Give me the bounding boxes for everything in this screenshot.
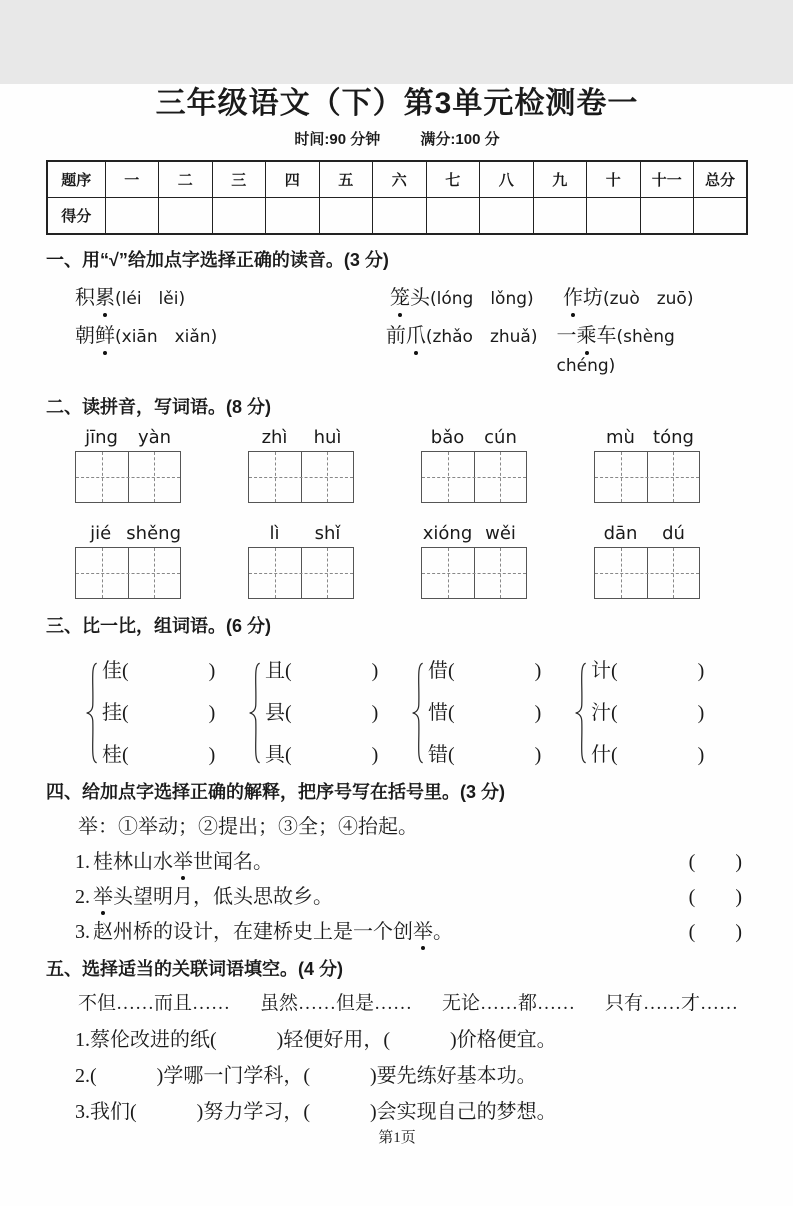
pronunciation-item: 前爪(zhǎo zhuǎ) xyxy=(386,322,557,381)
score-blank-cell xyxy=(266,198,320,235)
compare-group xyxy=(574,648,737,778)
grid-cell xyxy=(249,452,302,502)
dotted-char: 乘 xyxy=(577,322,597,350)
pinyin-options: (shèng chéng) xyxy=(556,327,692,376)
score-blank-cell xyxy=(640,198,694,235)
dotted-char: 举 xyxy=(413,921,433,943)
blank-paren: ( ) xyxy=(448,702,542,724)
compare-groups-row xyxy=(46,648,748,778)
section-three-heading: 三、比一比，组词语。(6 分) xyxy=(46,616,271,636)
dotted-char: 累 xyxy=(95,284,115,312)
score-blank-cell xyxy=(694,198,748,235)
blank-paren: ( ) xyxy=(285,744,379,766)
item-number: 3. xyxy=(75,921,90,943)
pinyin-label: dān dú xyxy=(603,523,685,544)
compare-line: 借( ) xyxy=(428,660,542,682)
compare-line: 挂( ) xyxy=(102,702,216,724)
pronunciation-item: 积累(léi lěi) xyxy=(75,284,390,314)
pinyin-label: jīng yàn xyxy=(85,427,172,448)
answer-paren: ( ) xyxy=(688,851,742,873)
pinyin-word-box xyxy=(594,523,700,599)
conjunction-option: 虽然……但是…… xyxy=(259,993,412,1014)
grid-cell xyxy=(648,452,700,502)
question-number-cell: 十 xyxy=(587,161,641,198)
grid-cell xyxy=(249,548,302,598)
section-four-heading: 四、给加点字选择正确的解释，把序号写在括号里。(3 分) xyxy=(46,782,505,802)
pinyin-options: (xiān xiǎn) xyxy=(115,327,218,347)
grid-cell xyxy=(422,548,475,598)
section-two-heading: 二、读拼音，写词语。(8 分) xyxy=(46,397,271,417)
blank-paren: ( ) xyxy=(122,660,216,682)
pinyin-label: mù tóng xyxy=(606,427,694,448)
fill-blank-sentence: 3.我们( )努力学习，( )会实现自己的梦想。 xyxy=(75,1101,557,1123)
pinyin-word-box xyxy=(248,427,354,503)
question-number-cell: 一 xyxy=(105,161,159,198)
pinyin-label: bǎo cún xyxy=(430,427,517,448)
writing-grid xyxy=(248,451,354,503)
grid-cell xyxy=(129,548,181,598)
compare-group xyxy=(85,648,248,778)
conjunction-option: 不但……而且…… xyxy=(78,993,231,1014)
table-row xyxy=(47,161,747,198)
full-score: 满分:100 分 xyxy=(420,131,500,148)
score-blank-cell xyxy=(105,198,159,235)
blank-paren: ( ) xyxy=(122,744,216,766)
question-number-cell: 七 xyxy=(426,161,480,198)
question-number-cell: 八 xyxy=(480,161,534,198)
writing-grid xyxy=(594,547,700,599)
conjunction-option: 只有……才…… xyxy=(604,993,738,1014)
compare-group xyxy=(248,648,411,778)
pronunciation-item: 一乘车(shèng chéng) xyxy=(557,322,749,381)
item-number: 2. xyxy=(75,886,90,908)
blank-paren: ( ) xyxy=(122,702,216,724)
section-five-heading: 五、选择适当的关联词语填空。(4 分) xyxy=(46,959,343,979)
paper-subtitle xyxy=(46,129,748,150)
grid-cell xyxy=(595,452,648,502)
question-number-cell: 四 xyxy=(266,161,320,198)
question-number-cell: 九 xyxy=(533,161,587,198)
writing-grid xyxy=(75,547,181,599)
blank-paren: ( ) xyxy=(611,702,705,724)
blank-paren: ( ) xyxy=(448,744,542,766)
writing-grid xyxy=(421,451,527,503)
pinyin-options: (léi lěi) xyxy=(115,289,186,309)
score-blank-cell xyxy=(480,198,534,235)
brace-icon xyxy=(411,648,425,778)
question-number-cell: 十一 xyxy=(640,161,694,198)
pinyin-word-box xyxy=(75,427,181,503)
pinyin-options: (zuò zuō) xyxy=(603,289,694,309)
grid-cell xyxy=(648,548,700,598)
score-blank-cell xyxy=(159,198,213,235)
dotted-char: 举 xyxy=(93,886,113,908)
brace-icon xyxy=(574,648,588,778)
writing-grid xyxy=(75,451,181,503)
pinyin-word-box xyxy=(421,523,527,599)
pinyin-word-box xyxy=(248,523,354,599)
score-blank-cell xyxy=(587,198,641,235)
blank-paren: ( ) xyxy=(285,702,379,724)
pinyin-label: xióng wěi xyxy=(422,523,516,544)
pinyin-label: lì shǐ xyxy=(269,523,341,544)
pinyin-options: (zhǎo zhuǎ) xyxy=(425,327,538,347)
compare-line: 具( ) xyxy=(265,744,379,766)
blank-paren: ( ) xyxy=(611,744,705,766)
pronunciation-item: 朝鲜(xiān xiǎn) xyxy=(75,322,386,381)
score-table-header-cell: 题序 xyxy=(47,161,105,198)
time-limit: 时间:90 分钟 xyxy=(294,131,381,148)
pinyin-label: zhì huì xyxy=(261,427,342,448)
score-blank-cell xyxy=(533,198,587,235)
question-number-cell: 二 xyxy=(159,161,213,198)
compare-line: 汁( ) xyxy=(591,702,705,724)
compare-line: 计( ) xyxy=(591,660,705,682)
page-number: 第1页 xyxy=(378,1130,416,1146)
pronunciation-item: 作坊(zuò zuō) xyxy=(563,284,693,314)
question-number-cell: 六 xyxy=(373,161,427,198)
dotted-char: 鲜 xyxy=(95,322,115,350)
score-blank-cell xyxy=(319,198,373,235)
writing-grid xyxy=(421,547,527,599)
blank-paren: ( ) xyxy=(285,660,379,682)
pronunciation-row xyxy=(46,322,748,381)
answer-paren: ( ) xyxy=(688,886,742,908)
dotted-char: 笼 xyxy=(390,284,410,312)
test-paper-page xyxy=(0,84,793,1206)
grid-cell xyxy=(422,452,475,502)
compare-group xyxy=(411,648,574,778)
grid-cell xyxy=(475,452,527,502)
compare-line: 惜( ) xyxy=(428,702,542,724)
pronunciation-item: 笼头(lóng lǒng) xyxy=(390,284,563,314)
grid-cell xyxy=(475,548,527,598)
brace-icon xyxy=(85,648,99,778)
compare-line: 且( ) xyxy=(265,660,379,682)
brace-icon xyxy=(248,648,262,778)
dotted-char: 作 xyxy=(563,284,583,312)
conjunction-options xyxy=(46,991,748,1017)
question-number-cell: 五 xyxy=(319,161,373,198)
score-blank-cell xyxy=(426,198,480,235)
definition-line: 举：①举动；②提出；③全；④抬起。 xyxy=(78,816,418,838)
dotted-char: 举 xyxy=(173,851,193,873)
compare-line: 什( ) xyxy=(591,744,705,766)
conjunction-option: 无论……都…… xyxy=(441,993,575,1014)
compare-line: 佳( ) xyxy=(102,660,216,682)
item-number: 1. xyxy=(75,851,90,873)
paper-title: 三年级语文（下）第3单元检测卷一 xyxy=(155,87,639,120)
score-row-label: 得分 xyxy=(47,198,105,235)
grid-cell xyxy=(302,452,354,502)
pinyin-word-box xyxy=(75,523,181,599)
compare-line: 县( ) xyxy=(265,702,379,724)
score-blank-cell xyxy=(373,198,427,235)
compare-line: 错( ) xyxy=(428,744,542,766)
pinyin-box-row xyxy=(46,523,748,599)
score-blank-cell xyxy=(212,198,266,235)
grid-cell xyxy=(129,452,181,502)
dotted-char: 爪 xyxy=(406,322,426,350)
score-table xyxy=(46,160,748,235)
pinyin-options: (lóng lǒng) xyxy=(430,289,534,309)
grid-cell xyxy=(76,548,129,598)
pinyin-label: jié shěng xyxy=(90,523,181,544)
sentence-item: 1. 桂林山水举世闻名。 ( ) xyxy=(75,851,742,873)
blank-paren: ( ) xyxy=(448,660,542,682)
pinyin-box-row xyxy=(46,427,748,503)
fill-blank-sentence: 2.( )学哪一门学科，( )要先练好基本功。 xyxy=(75,1065,537,1087)
grid-cell xyxy=(76,452,129,502)
blank-paren: ( ) xyxy=(611,660,705,682)
sentence-item: 3. 赵州桥的设计，在建桥史上是一个创举。 ( ) xyxy=(75,921,742,943)
sentence-item: 2. 举头望明月，低头思故乡。 ( ) xyxy=(75,886,742,908)
section-one-heading: 一、用“√”给加点字选择正确的读音。(3 分) xyxy=(46,250,389,270)
pronunciation-row xyxy=(46,284,748,314)
grid-cell xyxy=(595,548,648,598)
grid-cell xyxy=(302,548,354,598)
pinyin-word-box xyxy=(421,427,527,503)
question-number-cell: 三 xyxy=(212,161,266,198)
compare-line: 桂( ) xyxy=(102,744,216,766)
question-number-cell: 总分 xyxy=(694,161,748,198)
answer-paren: ( ) xyxy=(688,921,742,943)
writing-grid xyxy=(248,547,354,599)
fill-blank-sentence: 1.蔡伦改进的纸( )轻便好用，( )价格便宜。 xyxy=(75,1029,557,1051)
table-row xyxy=(47,198,747,235)
writing-grid xyxy=(594,451,700,503)
pinyin-word-box xyxy=(594,427,700,503)
